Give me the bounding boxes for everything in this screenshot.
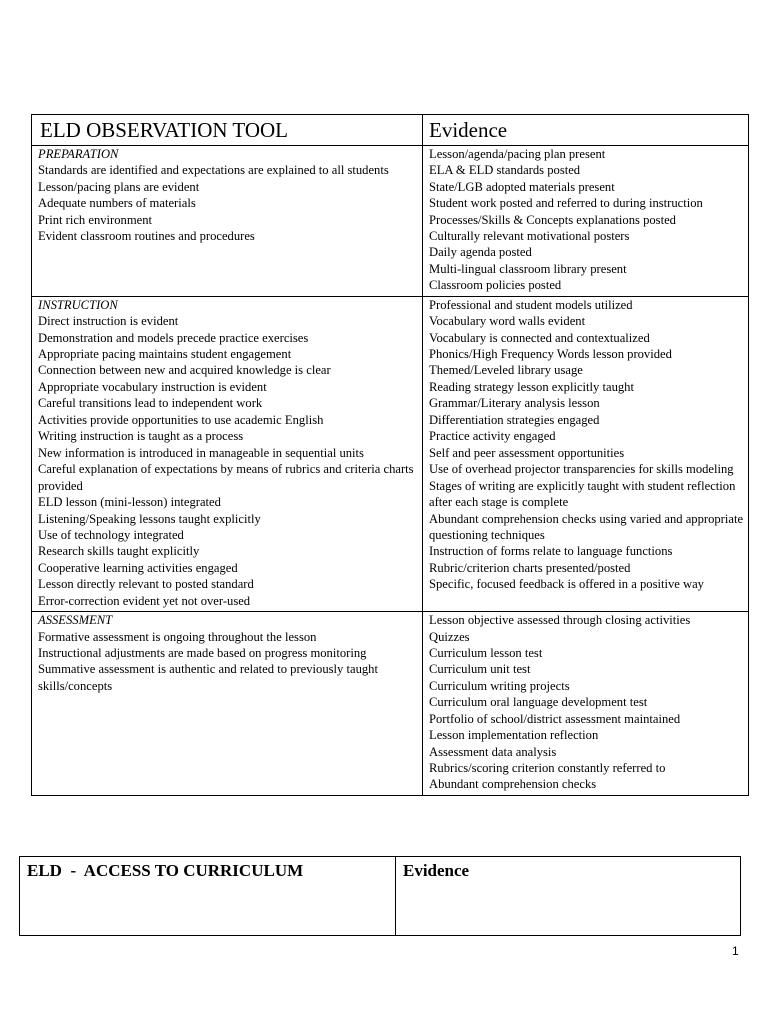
criterion-item: Adequate numbers of materials (38, 196, 196, 211)
evidence-item: Abundant comprehension checks (429, 777, 597, 792)
criterion-item: Activities provide opportunities to use academic English (38, 412, 324, 427)
evidence-item: Culturally relevant motivational posters (429, 229, 630, 244)
evidence-item: ELA & ELD standards posted (429, 163, 581, 178)
section-row-assessment (32, 612, 749, 795)
evidence-item: Practice activity engaged (429, 429, 556, 444)
access-to-curriculum-row (20, 857, 741, 936)
criterion-item: Error-correction evident yet not over-used (38, 593, 251, 608)
evidence-item: Student work posted and referred to during instruction (429, 196, 703, 211)
section-heading-assessment: ASSESSMENT (38, 613, 113, 628)
evidence-item: Use of overhead projector transparencies for skills modeling (429, 462, 734, 477)
access-to-curriculum-title: ELD - ACCESS TO CURRICULUM (20, 857, 396, 936)
evidence-item: Differentiation strategies engaged (429, 412, 600, 427)
page-number: 1 (732, 944, 739, 958)
criterion-item: Print rich environment (38, 212, 153, 227)
evidence-item: Portfolio of school/district assessment maintained (429, 711, 681, 726)
criterion-item: Listening/Speaking lessons taught explicitly (38, 511, 261, 526)
evidence-item: Lesson implementation reflection (429, 728, 599, 743)
criterion-item: Connection between new and acquired knowledge is clear (38, 363, 331, 378)
evidence-item: Abundant comprehension checks using varied and appropriate questioning techniques (429, 511, 744, 542)
criterion-item: Research skills taught explicitly (38, 544, 200, 559)
criterion-item: Direct instruction is evident (38, 314, 179, 329)
evidence-item: Vocabulary is connected and contextualized (429, 330, 650, 345)
evidence-item: Classroom policies posted (429, 278, 562, 293)
table-header-row (32, 115, 749, 146)
eld-observation-table (31, 114, 749, 796)
evidence-item: Lesson/agenda/pacing plan present (429, 147, 606, 161)
criterion-item: Careful explanation of expectations by means of rubrics and criteria charts provided (38, 462, 414, 493)
criterion-item: Use of technology integrated (38, 528, 184, 542)
evidence-item: Reading strategy lesson explicitly taught (429, 379, 634, 394)
preparation-criteria-cell (32, 146, 423, 297)
preparation-evidence-cell (423, 146, 749, 297)
evidence-item: Themed/Leveled library usage (429, 363, 583, 378)
evidence-item: Curriculum oral language development test (429, 695, 648, 710)
evidence-item: Assessment data analysis (429, 744, 557, 759)
evidence-item: Lesson objective assessed through closing activities (429, 613, 691, 628)
section-heading-instruction: INSTRUCTION (38, 297, 118, 312)
criterion-item: Standards are identified and expectations are explained to all students (38, 163, 389, 178)
criterion-item: Lesson directly relevant to posted standard (38, 577, 254, 592)
criterion-item: Cooperative learning activities engaged (38, 560, 238, 575)
evidence-item: Instruction of forms relate to language functions (429, 544, 673, 559)
assessment-criteria-cell (32, 612, 423, 795)
criterion-item: Writing instruction is taught as a process (38, 429, 244, 444)
evidence-item: Self and peer assessment opportunities (429, 445, 625, 460)
evidence-header: Evidence (423, 115, 749, 146)
table-title: ELD OBSERVATION TOOL (32, 115, 423, 146)
criterion-item: Demonstration and models precede practice exercises (38, 330, 309, 345)
evidence-item: Rubric/criterion charts presented/posted (429, 560, 631, 575)
section-row-instruction (32, 296, 749, 612)
assessment-evidence-cell (423, 612, 749, 795)
evidence-item: Quizzes (429, 629, 470, 644)
section-heading-preparation: PREPARATION (38, 147, 119, 161)
evidence-item: Curriculum lesson test (429, 646, 543, 661)
access-evidence-header: Evidence (396, 857, 741, 936)
instruction-criteria-cell (32, 296, 423, 612)
evidence-item: Rubrics/scoring criterion constantly referred to (429, 760, 666, 775)
access-to-curriculum-table (19, 856, 741, 936)
criterion-item: Appropriate vocabulary instruction is evident (38, 379, 267, 394)
criterion-item: Evident classroom routines and procedures (38, 229, 255, 244)
criterion-item: Appropriate pacing maintains student engagement (38, 347, 292, 362)
evidence-item: Processes/Skills & Concepts explanations posted (429, 212, 676, 227)
evidence-item: Multi-lingual classroom library present (429, 261, 627, 276)
criterion-item: Instructional adjustments are made based on progress monitoring (38, 646, 367, 661)
evidence-item: Specific, focused feedback is offered in a positive way (429, 577, 704, 592)
criterion-item: Formative assessment is ongoing throughout the lesson (38, 629, 317, 644)
evidence-item: Curriculum writing projects (429, 678, 570, 693)
evidence-item: Curriculum unit test (429, 662, 531, 677)
criterion-item: ELD lesson (mini-lesson) integrated (38, 495, 221, 510)
evidence-item: Vocabulary word walls evident (429, 314, 586, 329)
criterion-item: New information is introduced in manageable in sequential units (38, 445, 364, 460)
evidence-item: Grammar/Literary analysis lesson (429, 396, 600, 411)
criterion-item: Careful transitions lead to independent work (38, 396, 263, 411)
evidence-item: Daily agenda posted (429, 245, 532, 260)
evidence-item: Professional and student models utilized (429, 297, 633, 312)
criterion-item: Lesson/pacing plans are evident (38, 179, 200, 194)
evidence-item: State/LGB adopted materials present (429, 179, 615, 194)
evidence-item: Phonics/High Frequency Words lesson provided (429, 347, 672, 362)
evidence-item: Stages of writing are explicitly taught with student reflection after each stage is complete (429, 478, 736, 510)
criterion-item: Summative assessment is authentic and related to previously taught skills/concepts (38, 662, 378, 693)
instruction-evidence-cell (423, 296, 749, 612)
section-row-preparation (32, 146, 749, 297)
